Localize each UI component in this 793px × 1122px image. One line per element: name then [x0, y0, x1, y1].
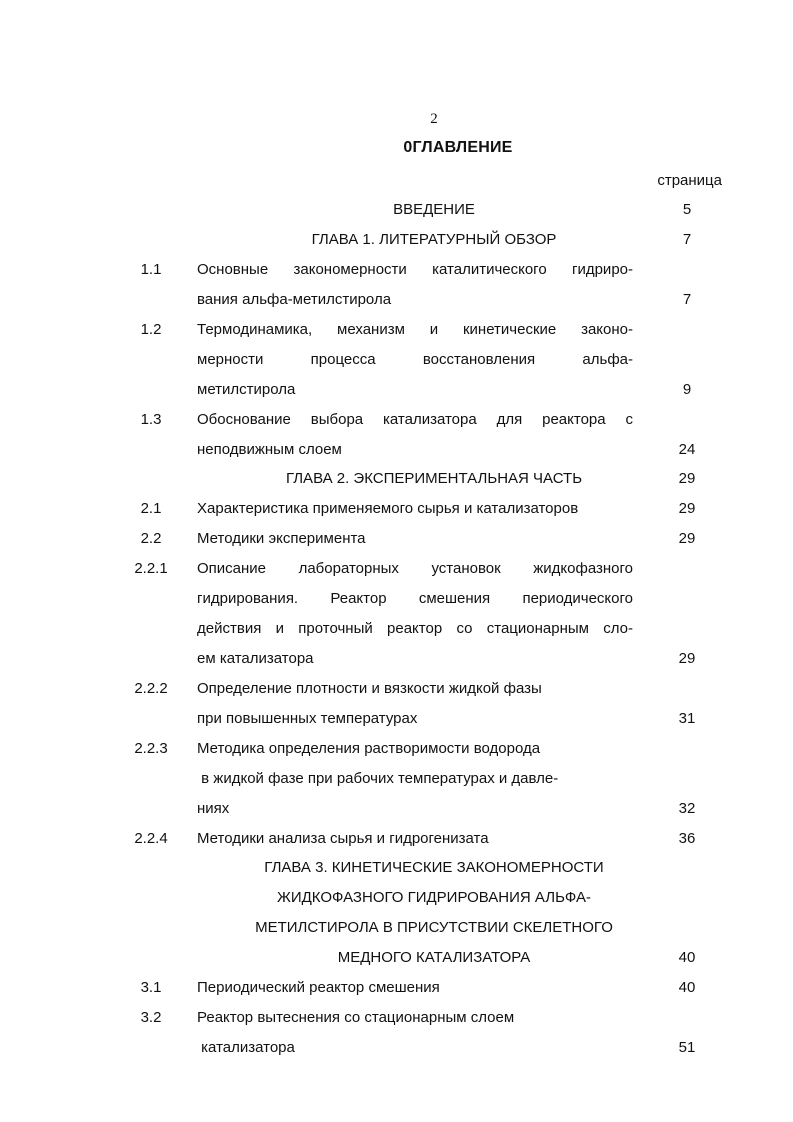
toc-row: [0, 883, 793, 913]
toc-text: Периодический реактор смешения: [197, 979, 440, 996]
toc-row: [0, 375, 793, 405]
toc-text: мерности процесса восстановления альфа-: [197, 351, 633, 368]
toc-number: 2.2.2: [134, 680, 168, 697]
toc-row: [0, 494, 793, 524]
toc-row: [0, 405, 793, 435]
toc-row: [0, 285, 793, 315]
toc-row: [0, 315, 793, 345]
toc-text: гидрирования. Реактор смешения периодического: [197, 590, 633, 607]
toc-text: при повышенных температурах: [197, 710, 418, 727]
toc-page: 9: [682, 381, 692, 398]
toc-heading: МЕДНОГО КАТАЛИЗАТОРА: [337, 949, 531, 966]
toc-text: Основные закономерности каталитического гидриро-: [197, 261, 633, 278]
toc-text: Методики эксперимента: [197, 530, 366, 547]
toc-text: ниях: [197, 800, 230, 817]
toc-row: [0, 584, 793, 614]
toc-row: [0, 195, 793, 225]
toc-number: 2.2.1: [134, 560, 168, 577]
toc-heading: ГЛАВА 3. КИНЕТИЧЕСКИЕ ЗАКОНОМЕРНОСТИ: [264, 859, 604, 876]
toc-text: Методики анализа сырья и гидрогенизата: [197, 830, 489, 847]
toc-text: Обоснование выбора катализатора для реактора с: [197, 411, 633, 428]
toc-page: 29: [678, 650, 696, 667]
toc-row: [0, 255, 793, 285]
toc-text: в жидкой фазе при рабочих температурах и давле-: [197, 770, 559, 787]
toc-row: [0, 794, 793, 824]
toc-number: 2.2: [140, 530, 162, 547]
toc-page: 51: [678, 1039, 696, 1056]
toc-page: 5: [682, 201, 692, 218]
toc-heading: ГЛАВА 1. ЛИТЕРАТУРНЫЙ ОБЗОР: [311, 231, 557, 248]
toc-row: [0, 464, 793, 494]
toc-text: Характеристика применяемого сырья и катализаторов: [197, 500, 579, 517]
toc-text: вания альфа-метилстирола: [197, 291, 392, 308]
toc-number: 2.2.3: [134, 740, 168, 757]
toc-row: [0, 674, 793, 704]
toc-row: [0, 524, 793, 554]
toc-number: 3.2: [140, 1009, 162, 1026]
toc-row: [0, 764, 793, 794]
toc-heading: ЖИДКОФАЗНОГО ГИДРИРОВАНИЯ АЛЬФА-: [276, 889, 592, 906]
toc-row: [0, 225, 793, 255]
toc-text: ем катализатора: [197, 650, 314, 667]
page-column-label: страница: [657, 172, 722, 189]
toc-row: [0, 734, 793, 764]
toc-row: [0, 554, 793, 584]
toc-row: [0, 345, 793, 375]
toc-heading: ГЛАВА 2. ЭКСПЕРИМЕНТАЛЬНАЯ ЧАСТЬ: [285, 470, 583, 487]
toc-heading: ВВЕДЕНИЕ: [393, 201, 475, 218]
toc-row: [0, 853, 793, 883]
toc-number: 2.1: [140, 500, 162, 517]
toc-number: 1.3: [140, 411, 162, 428]
toc-text: Термодинамика, механизм и кинетические законо-: [197, 321, 633, 338]
toc-page: 40: [678, 949, 696, 966]
toc-row: [0, 644, 793, 674]
toc-page: 31: [678, 710, 696, 727]
toc-text: Реактор вытеснения со стационарным слоем: [197, 1009, 515, 1026]
page-number: 2: [430, 111, 438, 127]
toc-number: 3.1: [140, 979, 162, 996]
toc-text: действия и проточный реактор со стационарным сло-: [197, 620, 633, 637]
toc-page: 40: [678, 979, 696, 996]
toc-text: Определение плотности и вязкости жидкой фазы: [197, 680, 542, 697]
toc-text: неподвижным слоем: [197, 441, 342, 458]
toc-page: 36: [678, 830, 696, 847]
toc-page: 7: [682, 291, 692, 308]
toc-page: 7: [682, 231, 692, 248]
toc-page: 24: [678, 441, 696, 458]
toc-row: [0, 614, 793, 644]
toc-page: 29: [678, 470, 696, 487]
toc-text: катализатора: [197, 1039, 295, 1056]
toc-text: метилстирола: [197, 381, 296, 398]
toc-number: 1.1: [140, 261, 162, 278]
toc-text: Описание лабораторных установок жидкофазного: [197, 560, 633, 577]
toc-row: [0, 435, 793, 465]
toc-row: [0, 973, 793, 1003]
toc-page: 29: [678, 500, 696, 517]
toc-heading: МЕТИЛСТИРОЛА В ПРИСУТСТВИИ СКЕЛЕТНОГО: [255, 919, 613, 936]
toc-page: 32: [678, 800, 696, 817]
toc-row: [0, 1033, 793, 1063]
toc-row: [0, 943, 793, 973]
toc-row: [0, 704, 793, 734]
toc-row: [0, 1003, 793, 1033]
toc-page: 29: [678, 530, 696, 547]
toc-text: Методика определения растворимости водорода: [197, 740, 541, 757]
toc-number: 1.2: [140, 321, 162, 338]
toc-number: 2.2.4: [134, 830, 168, 847]
toc-row: [0, 913, 793, 943]
page-title: 0ГЛАВЛЕНИЕ: [403, 139, 513, 156]
toc-row: [0, 824, 793, 854]
